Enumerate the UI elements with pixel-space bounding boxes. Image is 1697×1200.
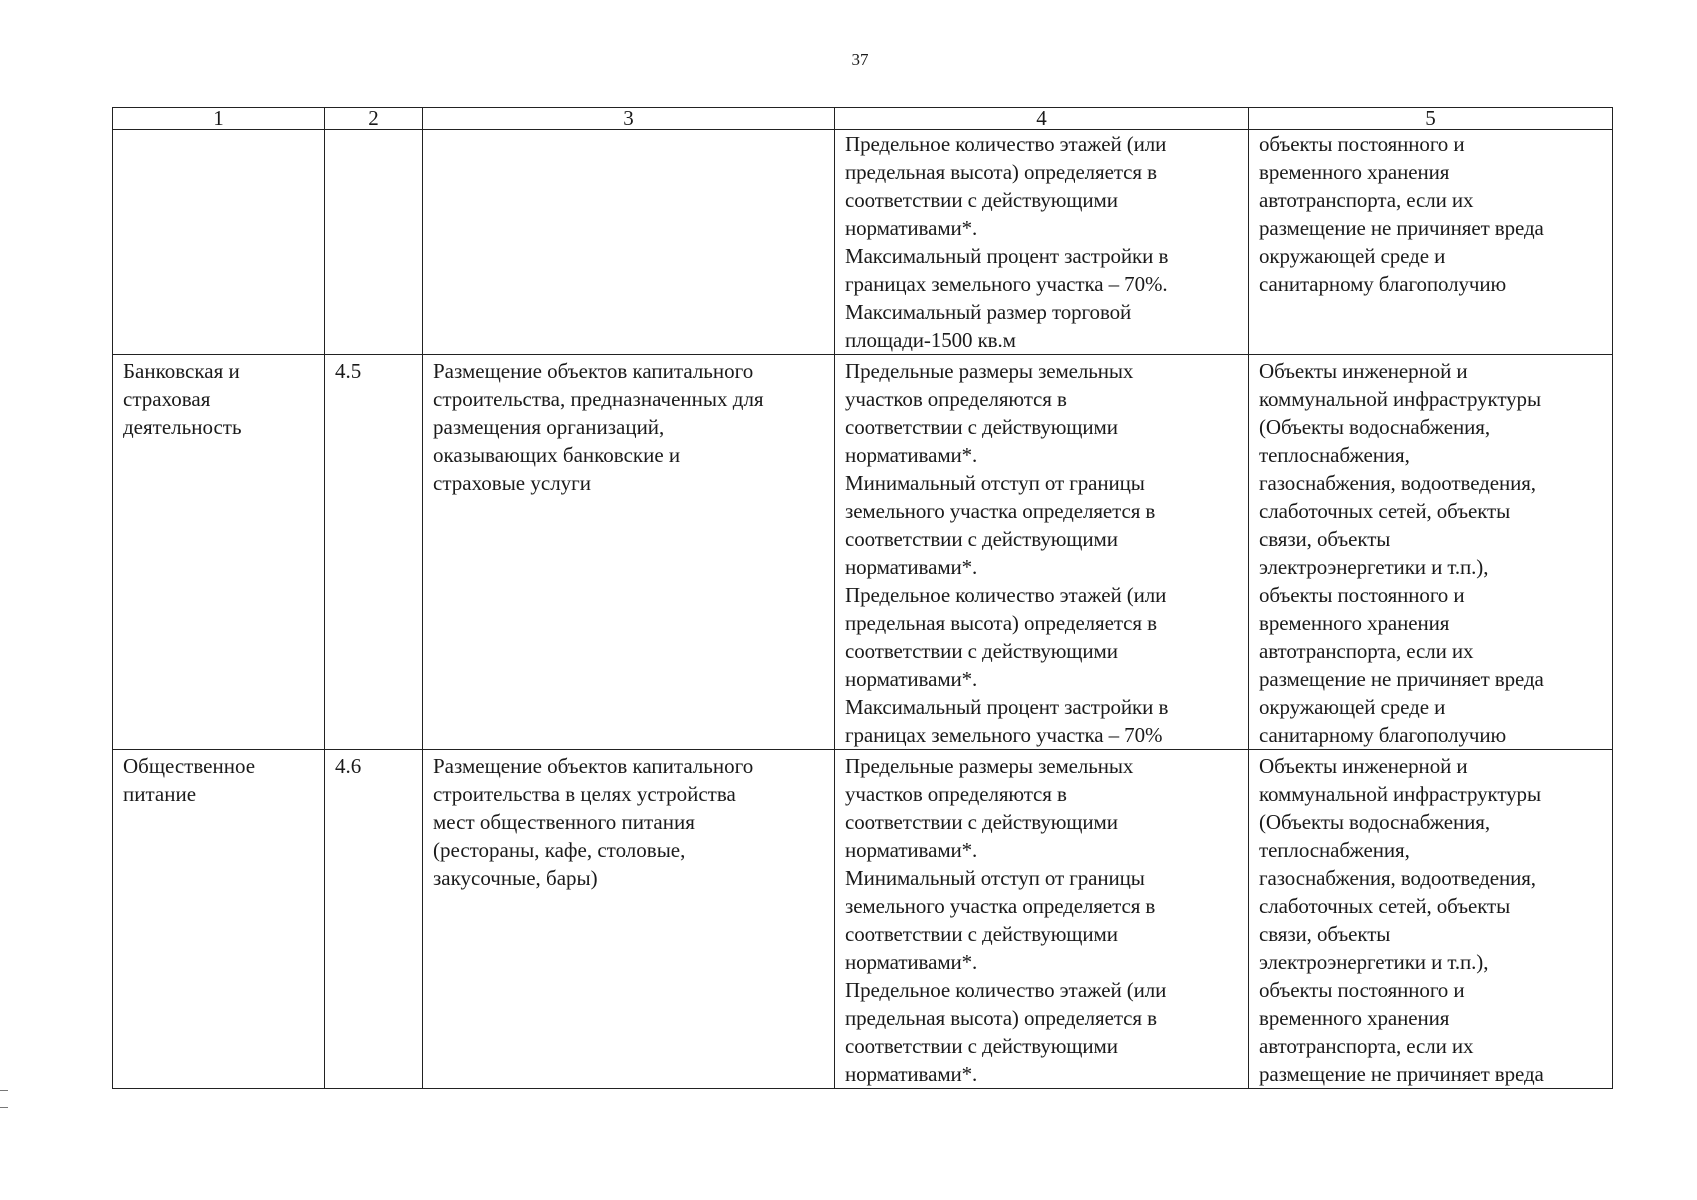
cell-text-line: теплоснабжения, [1259,443,1410,467]
cell-text-line: соответствии с действующими [845,527,1118,551]
cell-text-line: электроэнергетики и т.п.), [1259,555,1489,579]
cell-text-line: строительства, предназначенных для [433,387,764,411]
scan-edge-mark [0,1090,8,1108]
cell-text-line: Общественное [123,754,256,778]
cell-text-line: соответствии с действующими [845,922,1118,946]
cell-text-line: границах земельного участка – 70% [845,723,1163,747]
cell-text-line: земельного участка определяется в [845,499,1156,523]
cell-text-line: временного хранения [1259,160,1450,184]
table-row [113,750,1613,1089]
cell-text-line: размещение не причиняет вреда [1259,1062,1544,1086]
cell-text-line: нормативами*. [845,555,978,579]
cell-text-line: участков определяются в [845,387,1067,411]
cell-text-line: Предельное количество этажей (или [845,132,1167,156]
parameters-cell [835,355,1249,750]
cell-text-line: строительства в целях устройства [433,782,736,806]
cell-text-line: размещение не причиняет вреда [1259,667,1544,691]
page-number: 37 [851,50,869,69]
cell-text-line: теплоснабжения, [1259,838,1410,862]
cell-text-line: Максимальный процент застройки в [845,244,1169,268]
cell-text-line: слаботочных сетей, объекты [1259,894,1511,918]
table-row [113,355,1613,750]
cell-text-line: закусочные, бары) [433,866,598,890]
cell-text-line: Объекты инженерной и [1259,359,1468,383]
cell-text-line: нормативами*. [845,838,978,862]
cell-text-line: объекты постоянного и [1259,132,1465,156]
cell-text-line: окружающей среде и [1259,244,1446,268]
cell-text-line: земельного участка определяется в [845,894,1156,918]
cell-text-line: оказывающих банковские и [433,443,681,467]
column-header: 1 [113,108,325,130]
cell-text-line: соответствии с действующими [845,188,1118,212]
use-description-cell [423,355,835,750]
cell-text-line: окружающей среде и [1259,695,1446,719]
cell-text-line: автотранспорта, если их [1259,1034,1474,1058]
cell-text-line: нормативами*. [845,950,978,974]
cell-text-line: нормативами*. [845,443,978,467]
cell-text-line: Предельное количество этажей (или [845,583,1167,607]
cell-text-line: предельная высота) определяется в [845,611,1157,635]
cell-text-line: нормативами*. [845,216,978,240]
cell-text-line: Размещение объектов капитального [433,754,754,778]
use-name-cell [113,355,325,750]
auxiliary-uses-cell [1249,750,1613,1089]
auxiliary-uses-cell [1249,130,1613,355]
use-name-cell [113,130,325,355]
cell-text-line: страховая [123,387,211,411]
cell-text-line: соответствии с действующими [845,1034,1118,1058]
use-description-cell [423,130,835,355]
cell-text-line: страховые услуги [433,471,592,495]
cell-text-line: Банковская и [123,359,240,383]
use-name-cell [113,750,325,1089]
cell-text-line: связи, объекты [1259,527,1391,551]
cell-text-line: Предельные размеры земельных [845,359,1134,383]
cell-text-line: газоснабжения, водоотведения, [1259,866,1536,890]
cell-text-line: размещения организаций, [433,415,665,439]
use-description-cell [423,750,835,1089]
cell-text-line: (рестораны, кафе, столовые, [433,838,686,862]
cell-text-line: Предельные размеры земельных [845,754,1134,778]
cell-text-line: временного хранения [1259,611,1450,635]
cell-text-line: объекты постоянного и [1259,978,1465,1002]
cell-text-line: санитарному благополучию [1259,723,1507,747]
cell-text-line: питание [123,782,197,806]
cell-text-line: Максимальный процент застройки в [845,695,1169,719]
cell-text-line: автотранспорта, если их [1259,188,1474,212]
cell-text-line: Минимальный отступ от границы [845,866,1145,890]
cell-text-line: участков определяются в [845,782,1067,806]
column-header: 4 [835,108,1249,130]
cell-text-line: соответствии с действующими [845,810,1118,834]
cell-text-line: коммунальной инфраструктуры [1259,782,1541,806]
use-code-cell [325,130,423,355]
parameters-cell [835,130,1249,355]
cell-text-line: Размещение объектов капитального [433,359,754,383]
parameters-cell [835,750,1249,1089]
cell-text-line: коммунальной инфраструктуры [1259,387,1541,411]
column-header: 5 [1249,108,1613,130]
cell-text-line: санитарному благополучию [1259,272,1507,296]
cell-text-line: мест общественного питания [433,810,695,834]
auxiliary-uses-cell [1249,355,1613,750]
use-code-cell: 4.5 [325,355,423,750]
cell-text-line: объекты постоянного и [1259,583,1465,607]
cell-text-line: Предельное количество этажей (или [845,978,1167,1002]
cell-text-line: (Объекты водоснабжения, [1259,810,1491,834]
use-code-cell: 4.6 [325,750,423,1089]
cell-text-line: Максимальный размер торговой [845,300,1132,324]
cell-text-line: площади-1500 кв.м [845,328,1016,352]
table-header-row [113,108,1613,130]
cell-text-line: связи, объекты [1259,922,1391,946]
cell-text-line: электроэнергетики и т.п.), [1259,950,1489,974]
cell-text-line: нормативами*. [845,667,978,691]
column-header: 3 [423,108,835,130]
cell-text-line: предельная высота) определяется в [845,1006,1157,1030]
cell-text-line: (Объекты водоснабжения, [1259,415,1491,439]
cell-text-line: соответствии с действующими [845,639,1118,663]
cell-text-line: слаботочных сетей, объекты [1259,499,1511,523]
cell-text-line: газоснабжения, водоотведения, [1259,471,1536,495]
cell-text-line: деятельность [123,415,242,439]
column-header: 2 [325,108,423,130]
cell-text-line: Минимальный отступ от границы [845,471,1145,495]
cell-text-line: временного хранения [1259,1006,1450,1030]
table-row [113,130,1613,355]
cell-text-line: предельная высота) определяется в [845,160,1157,184]
cell-text-line: размещение не причиняет вреда [1259,216,1544,240]
cell-text-line: Объекты инженерной и [1259,754,1468,778]
cell-text-line: автотранспорта, если их [1259,639,1474,663]
cell-text-line: нормативами*. [845,1062,978,1086]
cell-text-line: границах земельного участка – 70%. [845,272,1168,296]
cell-text-line: соответствии с действующими [845,415,1118,439]
regulations-table [112,107,1613,1089]
